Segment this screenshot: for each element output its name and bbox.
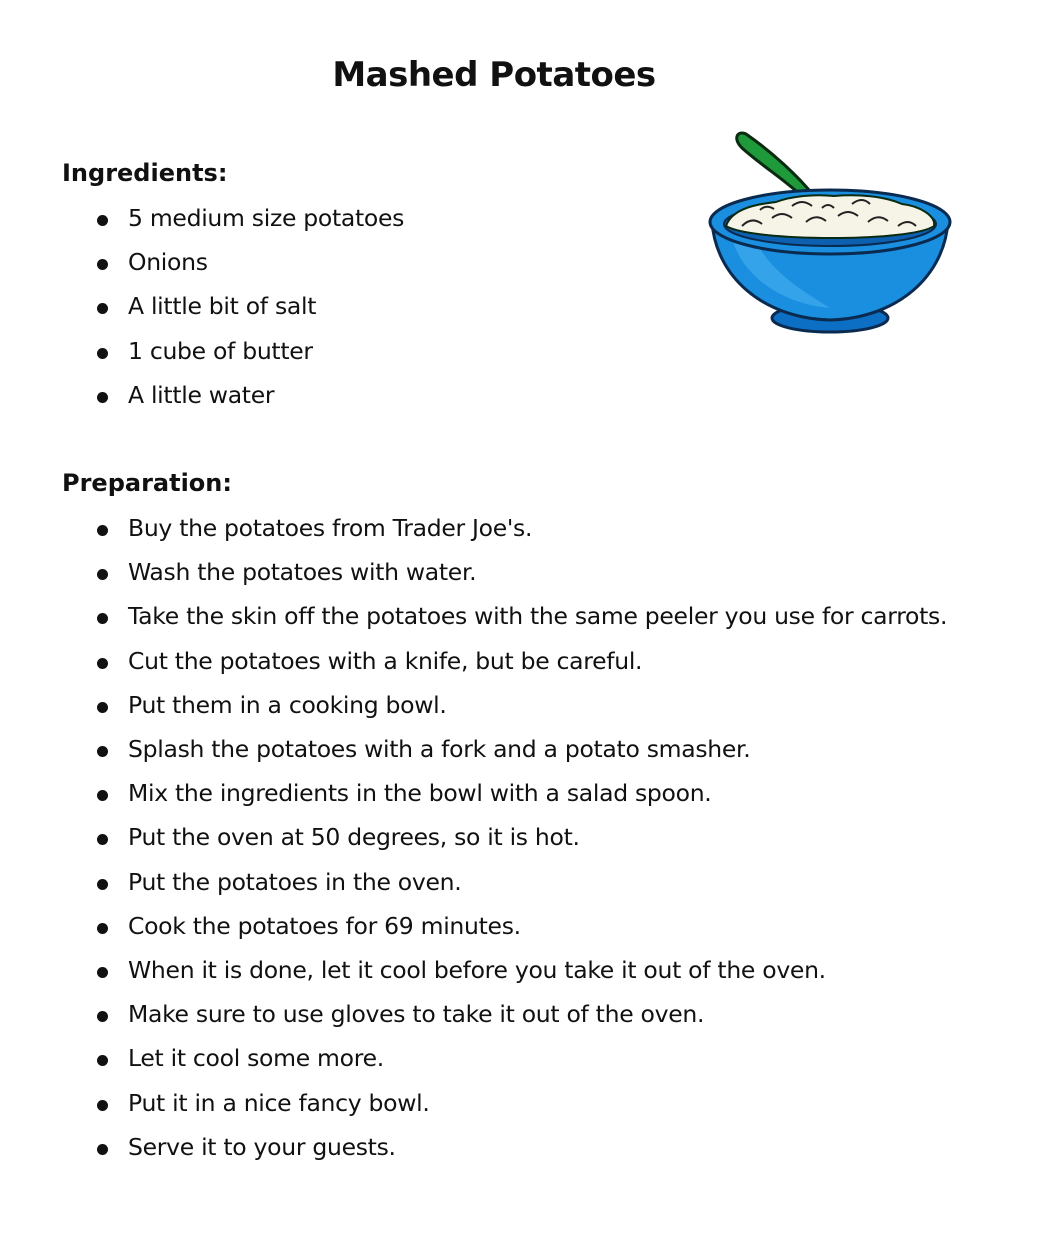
preparation-step: Mix the ingredients in the bowl with a salad spoon. (0, 771, 960, 815)
preparation-step: Take the skin off the potatoes with the same peeler you use for carrots. (0, 594, 960, 638)
ingredient-item: 1 cube of butter (0, 329, 960, 373)
ingredient-item: A little bit of salt (0, 284, 960, 328)
preparation-step: Cook the potatoes for 69 minutes. (0, 904, 960, 948)
preparation-step: Make sure to use gloves to take it out of the oven. (0, 992, 960, 1036)
preparation-heading: Preparation: (62, 469, 232, 497)
preparation-step: Serve it to your guests. (0, 1125, 960, 1169)
preparation-step: Put the potatoes in the oven. (0, 860, 960, 904)
preparation-step: Buy the potatoes from Trader Joe's. (0, 506, 960, 550)
ingredients-heading: Ingredients: (62, 159, 228, 187)
ingredient-item: A little water (0, 373, 960, 417)
preparation-step: Splash the potatoes with a fork and a potato smasher. (0, 727, 960, 771)
preparation-step: Put them in a cooking bowl. (0, 683, 960, 727)
page-title: Mashed Potatoes (332, 55, 656, 95)
preparation-list (0, 506, 960, 1169)
preparation-step: When it is done, let it cool before you take it out of the oven. (0, 948, 960, 992)
ingredient-item: Onions (0, 240, 960, 284)
preparation-step: Put it in a nice fancy bowl. (0, 1081, 960, 1125)
preparation-step: Wash the potatoes with water. (0, 550, 960, 594)
preparation-step: Cut the potatoes with a knife, but be careful. (0, 639, 960, 683)
preparation-step: Put the oven at 50 degrees, so it is hot. (0, 815, 960, 859)
ingredient-item: 5 medium size potatoes (0, 196, 960, 240)
preparation-step: Let it cool some more. (0, 1036, 960, 1080)
mashed-potato-bowl-icon (702, 126, 958, 342)
